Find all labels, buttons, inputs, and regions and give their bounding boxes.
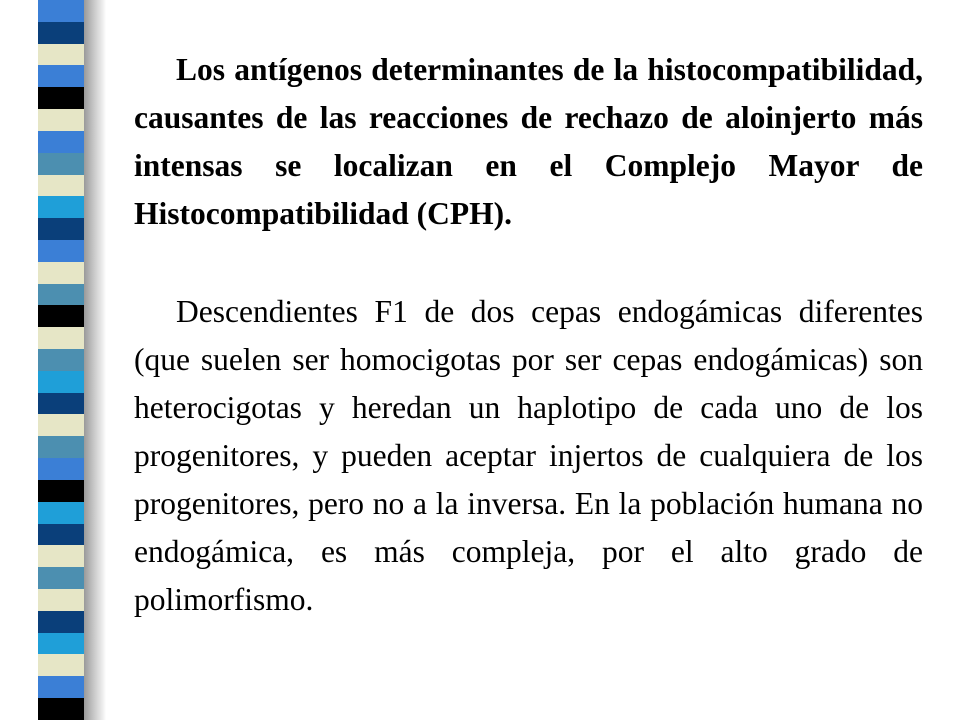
stripe-segment [38, 44, 84, 66]
stripe-segment [38, 131, 84, 153]
stripe-segment [38, 0, 84, 22]
stripe-segment [38, 349, 84, 371]
stripe-segment [38, 87, 84, 109]
stripe-segment [38, 633, 84, 655]
stripe-segment [38, 436, 84, 458]
stripe-segment [38, 240, 84, 262]
stripe-segment [38, 262, 84, 284]
stripe-segment [38, 414, 84, 436]
stripe-segment [38, 698, 84, 720]
paragraph-histocompatibility: Los antígenos determinantes de la histocompatibilidad, causantes de las reacciones de rechazo de aloinjerto más intensas se localizan en el Complejo Mayor de Histocompatibilidad (CPH). [134, 52, 923, 231]
stripe-shadow [84, 0, 106, 720]
stripe-segment [38, 545, 84, 567]
stripe-segment [38, 480, 84, 502]
stripe-segment [38, 196, 84, 218]
stripe-segment [38, 65, 84, 87]
stripe-segment [38, 589, 84, 611]
stripe-segment [38, 502, 84, 524]
stripe-segment [38, 393, 84, 415]
stripe-segment [38, 284, 84, 306]
stripe-segment [38, 611, 84, 633]
stripe-segment [38, 567, 84, 589]
stripe-segment [38, 218, 84, 240]
stripe-segment [38, 371, 84, 393]
paragraph-f1-descendants: Descendientes F1 de dos cepas endogámicas diferentes (que suelen ser homocigotas por ser cepas endogámicas) son heterocigotas y heredan un haplotipo de cada uno de los progenitores, y pueden aceptar injertos de cualquiera de los progenitores, pero no a la inversa. En la población humana no endogámica, es más compleja, por el alto grado de polimorfismo. [134, 294, 923, 617]
decorative-stripe [38, 0, 84, 720]
stripe-segment [38, 153, 84, 175]
stripe-segment [38, 654, 84, 676]
stripe-segment [38, 22, 84, 44]
stripe-segment [38, 109, 84, 131]
stripe-segment [38, 524, 84, 546]
stripe-segment [38, 327, 84, 349]
stripe-segment [38, 175, 84, 197]
stripe-segment [38, 458, 84, 480]
stripe-segment [38, 676, 84, 698]
stripe-segment [38, 305, 84, 327]
